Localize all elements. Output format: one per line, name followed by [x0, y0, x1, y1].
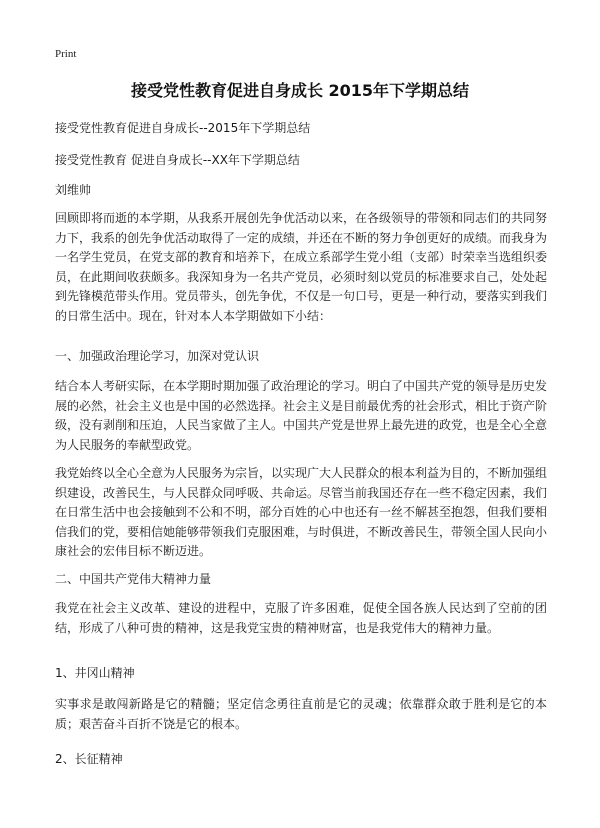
subsection-2-heading: 2、长征精神: [55, 752, 123, 766]
document-title: 接受党性教育促进自身成长 2015年下学期总结: [130, 81, 470, 100]
subsection-1-heading: 1、井冈山精神: [55, 666, 135, 680]
section-2-heading: 二、中国共产党伟大精神力量: [55, 572, 212, 586]
intro-paragraph: 回顾即将而逝的本学期，从我系开展创先争优活动以来，在各级领导的带领和同志们的共同努力下，我系的创先争优活动取得了一定的成绩，并还在不断的努力争创更好的成绩。而我身为一名学生党员，在党支部的教育和培养下，在成立系部学生党小组（支部）时荣幸当选组织委员，在此期间收获颇多。我深知身为一名共产党员，必须时刻以党员的标准要求自己，处处起到先锋模范带头作用。党员带头，创先争优，不仅是一句口号，更是一种行动，要落实到我们的日常生活中。现在，针对本人本学期做如下小结：: [55, 211, 548, 323]
section-1-paragraph-2: 我党始终以全心全意为人民服务为宗旨，以实现广大人民群众的根本利益为目的，不断加强组织建设，改善民生，与人民群众同呼吸、共命运。尽管当前我国还存在一些不稳定因素，我们在日常生活中也会接触到不公和不明，部分百姓的心中也还有一丝不解甚至抱怨，但我们要相信我们的党，要相信她能够带领我们克服困难，与时俱进，不断改善民生，带领全国人民向小康社会的宏伟目标不断迈进。: [55, 466, 548, 559]
document-subtitle-1: 接受党性教育促进自身成长--2015年下学期总结: [55, 121, 311, 135]
subsection-1-paragraph: 实事求是敢闯新路是它的精髓；坚定信念勇往直前是它的灵魂；依靠群众敢于胜利是它的本质；艰苦奋斗百折不饶是它的根本。: [55, 697, 547, 731]
section-2-paragraph: 我党在社会主义改革、建设的进程中，克服了许多困难，促使全国各族人民达到了空前的团结，形成了八种可贵的精神，这是我党宝贵的精神财富，也是我党伟大的精神力量。: [55, 601, 547, 635]
print-link[interactable]: Print: [55, 48, 77, 60]
section-1-heading: 一、加强政治理论学习，加深对党认识: [55, 349, 260, 363]
document-author: 刘维帅: [55, 183, 92, 197]
section-1-paragraph-1: 结合本人考研实际，在本学期时期加强了政治理论的学习。明白了中国共产党的领导是历史发展的必然，社会主义也是中国的必然选择。社会主义是目前最优秀的社会形式，相比于资产阶级，没有剥削和压迫，人民当家做了主人。中国共产党是世界上最先进的政党，也是全心全意为人民服务的奉献型政党。: [55, 379, 548, 452]
document-subtitle-2: 接受党性教育 促进自身成长--XX年下学期总结: [55, 153, 300, 167]
